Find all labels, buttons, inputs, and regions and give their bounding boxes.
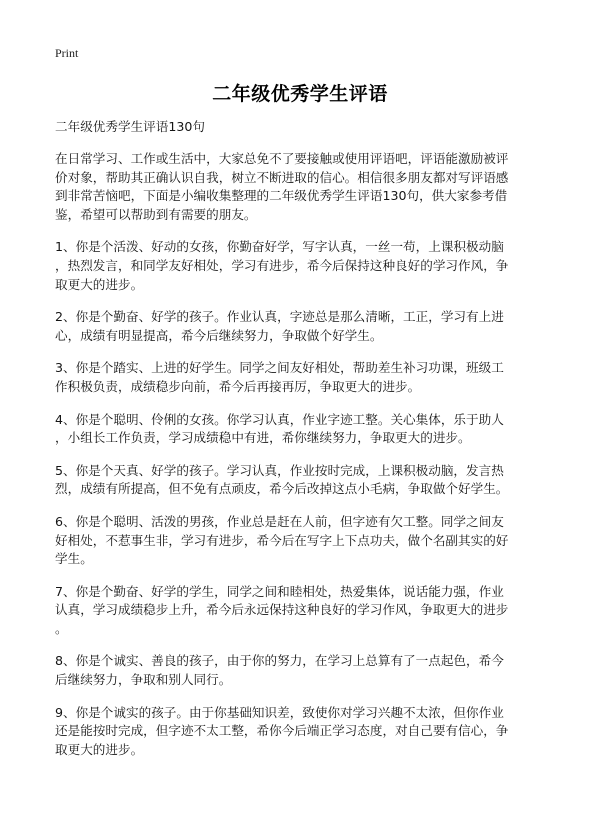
comment-item-4: [55, 411, 555, 448]
text-line: ，小组长工作负责，学习成绩稳中有进，希你继续努力，争取更大的进步。: [55, 430, 471, 446]
text-line: 价对象，帮助其正确认识自我，树立不断进取的信心。相信很多朋友都对写评语感: [55, 169, 509, 185]
text-line: 到非常苦恼吧，下面是小编收集整理的二年级优秀学生评语130句，供大家参考借: [55, 188, 508, 204]
document-subtitle: 二年级优秀学生评语130句: [55, 119, 205, 134]
text-line: 7、你是个勤奋、好学的学生，同学之间和睦相处，热爱集体，说话能力强，作业: [55, 583, 504, 599]
comment-item-1: [55, 238, 555, 294]
comment-item-5: [55, 462, 555, 499]
text-line: 5、你是个天真、好学的孩子。学习认真，作业按时完成，上课积极动脑，发言热: [55, 462, 504, 478]
text-line: 取更大的进步。: [55, 276, 144, 292]
text-line: 学生。: [55, 551, 93, 567]
comment-item-7: [55, 583, 555, 639]
text-line: 烈，成绩有所提高，但不免有点顽皮，希今后改掉这点小毛病，争取做个好学生。: [55, 481, 509, 497]
text-line: 作积极负责，成绩稳步向前，希今后再接再厉，争取更大的进步。: [55, 378, 421, 394]
text-line: 3、你是个踏实、上进的好学生。同学之间友好相处，帮助差生补习功课，班级工: [55, 360, 504, 376]
text-line: 1、你是个活泼、好动的女孩，你勤奋好学，写字认真，一丝一苟，上课积极动脑: [55, 239, 504, 255]
text-line: 后继续努力，争取和别人同行。: [55, 672, 232, 688]
comment-item-3: [55, 359, 555, 396]
text-line: 2、你是个勤奋、好学的孩子。作业认真，字迹总是那么清晰，工正，学习有上进: [55, 309, 504, 325]
comment-item-9: [55, 704, 555, 760]
intro-paragraph: [55, 150, 555, 224]
text-line: 好相处，不惹事生非，学习有进步，希今后在写字上下点功夫，做个名副其实的好: [55, 532, 509, 548]
comment-item-2: [55, 308, 555, 345]
text-line: 取更大的进步。: [55, 741, 144, 757]
comment-item-6: [55, 513, 555, 569]
text-line: 心，成绩有明显提高，希今后继续努力，争取做个好学生。: [55, 327, 383, 343]
text-line: 认真，学习成绩稳步上升，希今后永远保持这种良好的学习作风，争取更大的进步: [55, 602, 509, 618]
document-body: [55, 118, 555, 773]
text-line: 4、你是个聪明、伶俐的女孩。你学习认真，作业字迹工整。关心集体，乐于助人: [55, 411, 504, 427]
text-line: 。: [55, 620, 68, 636]
print-label: Print: [55, 46, 79, 60]
text-line: 6、你是个聪明、活泼的男孩，作业总是赶在人前，但字迹有欠工整。同学之间友: [55, 513, 504, 529]
text-line: 8、你是个诚实、善良的孩子，由于你的努力，在学习上总算有了一点起色，希今: [55, 653, 504, 669]
text-line: 还是能按时完成，但字迹不太工整，希你今后端正学习态度，对自己要有信心，争: [55, 723, 509, 739]
text-line: 在日常学习、工作或生活中，大家总免不了要接触或使用评语吧，评语能激励被评: [55, 151, 509, 166]
text-line: ，热烈发言，和同学友好相处，学习有进步，希今后保持这种良好的学习作风，争: [55, 257, 509, 273]
text-line: 鉴，希望可以帮助到有需要的朋友。: [55, 206, 257, 222]
document-title: 二年级优秀学生评语: [212, 83, 388, 105]
text-line: 9、你是个诚实的孩子。由于你基础知识差，致使你对学习兴趣不太浓，但你作业: [55, 704, 504, 720]
comment-item-8: [55, 652, 555, 689]
